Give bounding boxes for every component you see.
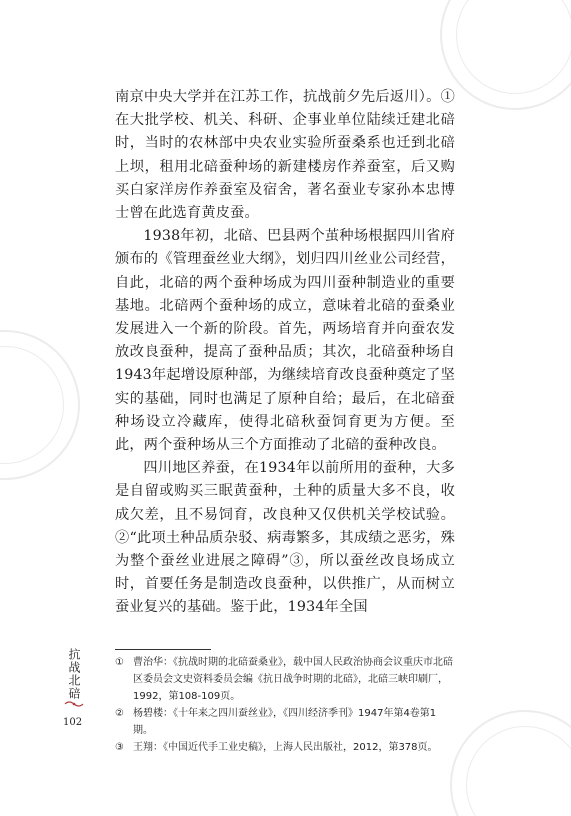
watermark-seal [440,0,571,110]
paragraph: 四川地区养蚕，在1934年以前所用的蚕种，大多是自留或购买三眠黄蚕种，土种的质量大多不良，收成欠差，且不易饲育，改良种又仅供机关学校试验。②“此项土种品质杂驳、病毒繁多，其成绩之恶劣，殊为整个蚕丝业进展之障碍”③，所以蚕丝改良场成立时，首要任务是制造改良蚕种，以供推广，从而树立蚕业复兴的基础。鉴于此，1934年全国 [115,460,455,616]
page-number: 102 [63,717,83,728]
footnote-mark: ① [115,657,124,668]
footnotes [115,654,455,756]
footnote-text: 杨碧楼：《十年来之四川蚕丝业》，《四川经济季刊》1947年第4卷第1期。 [133,708,437,736]
footnote [115,705,455,739]
paragraph-continued: 南京中央大学并在江苏工作，抗战前夕先后返川）。①在大批学校、机关、科研、企事业单位陆续迁建北碚时，当时的农林部中央农业实验所蚕桑系也迁到北碚上坝，租用北碚蚕种场的新建楼房作养蚕室，后又购买白家洋房作养蚕室及宿舍，著名蚕业专家孙本忠博士曾在此选育黄皮蚕。 [115,89,455,222]
watermark-seal [450,710,571,816]
footnote-text: 王翔：《中国近代手工业史稿》，上海人民出版社，2012，第378页。 [133,742,438,753]
running-title: 抗战北碚 [67,648,81,700]
footnote-separator [115,649,211,650]
ornament-icon [64,700,84,708]
footnote-mark: ② [115,708,124,719]
body-text [115,86,455,620]
footnote-text: 曹治华：《抗战时期的北碚蚕桑业》，载中国人民政治协商会议重庆市北碚区委员会文史资料委员会编《抗日战争时期的北碚》，北碚三峡印刷厂，1992，第108-109页。 [133,657,453,702]
footnote-mark: ③ [115,742,124,753]
footnote [115,654,455,705]
watermark-seal [0,330,80,480]
footnote [115,739,455,756]
paragraph: 1938年初，北碚、巴县两个茧种场根据四川省府颁布的《管理蚕丝业大纲》，划归四川丝业公司经营，自此，北碚的两个蚕种场成为四川蚕种制造业的重要基地。北碚两个蚕种场的成立，意味着北碚的蚕桑业发展进入一个新的阶段。首先，两场培育并向蚕农发放改良蚕种，提高了蚕种品质；其次，北碚蚕种场自1943年起增设原种部，为继续培育改良蚕种奠定了坚实的基础，同时也满足了原种自给；最后，在北碚蚕种场设立冷藏库，使得北碚秋蚕饲育更为方便。至此，两个蚕种场从三个方面推动了北碚的蚕种改良。 [115,228,455,454]
